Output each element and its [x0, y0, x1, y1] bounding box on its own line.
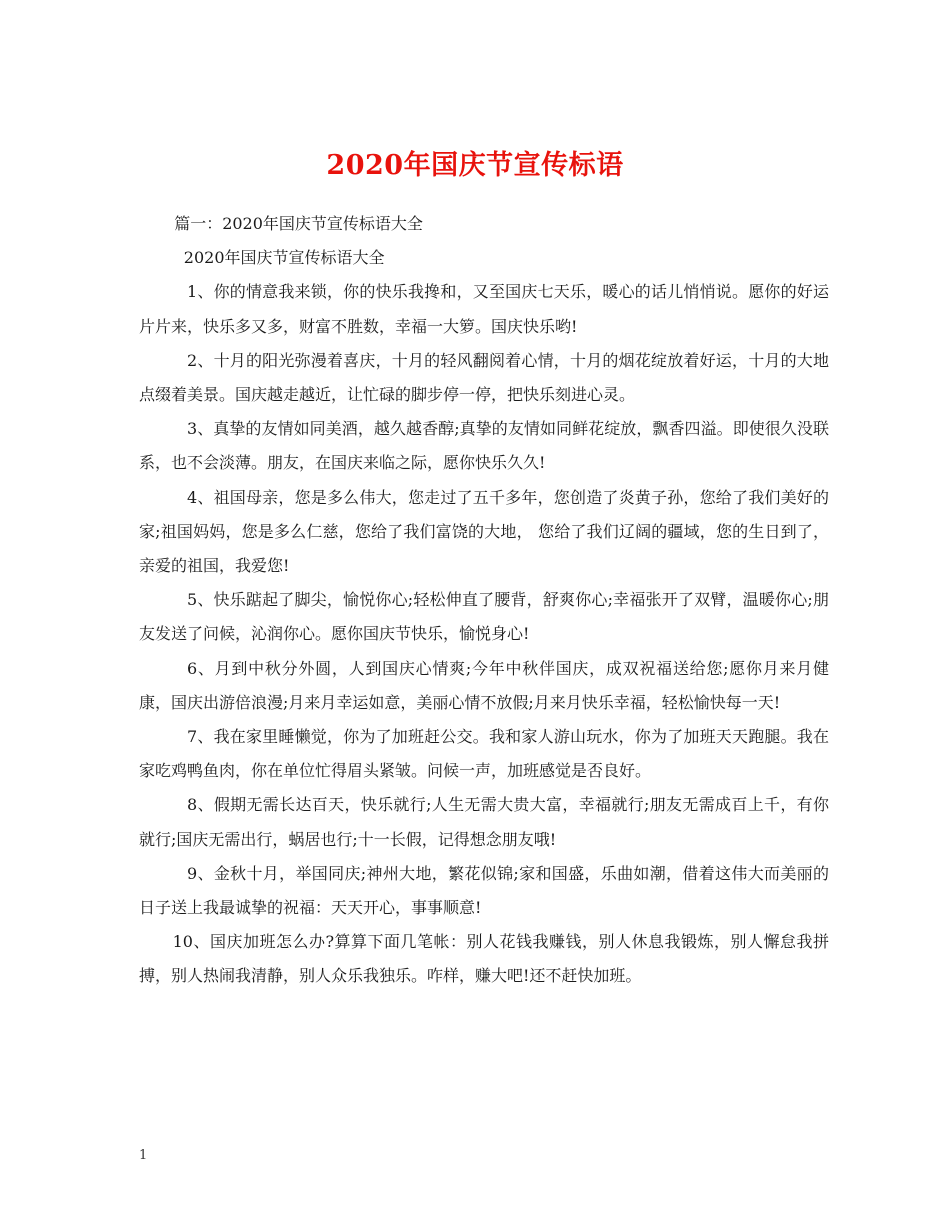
slogan-item-10: 10、国庆加班怎么办?算算下面几笔帐：别人花钱我赚钱，别人休息我锻炼，别人懈怠我拼搏，别人热闹我清静，别人众乐我独乐。咋样，赚大吧!还不赶快加班。: [139, 932, 829, 986]
slogan-item-4: 4、祖国母亲，您是多么伟大，您走过了五千多年，您创造了炎黄子孙，您给了我们美好的家;祖国妈妈，您是多么仁慈，您给了我们富饶的大地， 您给了我们辽阔的疆域，您的生日到了，亲爱的祖国，我爱您!: [139, 487, 829, 576]
slogan-item-2: 2、十月的阳光弥漫着喜庆，十月的轻风翻阅着心情，十月的烟花绽放着好运，十月的大地点缀着美景。国庆越走越近，让忙碌的脚步停一停，把快乐刻进心灵。: [139, 350, 829, 405]
slogan-item-3: 3、真挚的友情如同美酒，越久越香醇;真挚的友情如同鲜花绽放，飘香四溢。即使很久没联系，也不会淡薄。朋友，在国庆来临之际，愿你快乐久久!: [139, 419, 829, 473]
slogan-item-7: 7、我在家里睡懒觉，你为了加班赶公交。我和家人游山玩水，你为了加班天天跑腿。我在家吃鸡鸭鱼肉，你在单位忙得眉头紧皱。问候一声，加班感觉是否良好。: [139, 727, 829, 781]
slogan-item-8: 8、假期无需长达百天，快乐就行;人生无需大贵大富，幸福就行;朋友无需成百上千，有你就行;国庆无需出行，蜗居也行;十一长假，记得想念朋友哦!: [139, 795, 829, 849]
slogan-item-1: 1、你的情意我来锁，你的快乐我搀和，又至国庆七天乐，暖心的话儿悄悄说。愿你的好运片片来，快乐多又多，财富不胜数，幸福一大箩。国庆快乐哟!: [139, 282, 829, 336]
slogan-item-9: 9、金秋十月，举国同庆;神州大地，繁花似锦;家和国盛，乐曲如潮，借着这伟大而美丽的日子送上我最诚挚的祝福：天天开心，事事顺意!: [139, 863, 829, 918]
document-body: [139, 207, 829, 994]
slogan-item-6: 6、月到中秋分外圆，人到国庆心情爽;今年中秋伴国庆，成双祝福送给您;愿你月来月健康，国庆出游倍浪漫;月来月幸运如意，美丽心情不放假;月来月快乐幸福，轻松愉快每一天!: [139, 658, 829, 712]
page-title: 2020年国庆节宣传标语: [326, 150, 624, 182]
page-number: 1: [139, 1148, 148, 1163]
sub-heading: 2020年国庆节宣传标语大全: [183, 248, 385, 268]
section-heading: 篇一：2020年国庆节宣传标语大全: [174, 214, 423, 233]
slogan-item-5: 5、快乐踮起了脚尖，愉悦你心;轻松伸直了腰背，舒爽你心;幸福张开了双臂，温暖你心;朋友发送了问候，沁润你心。愿你国庆节快乐，愉悦身心!: [139, 590, 829, 644]
